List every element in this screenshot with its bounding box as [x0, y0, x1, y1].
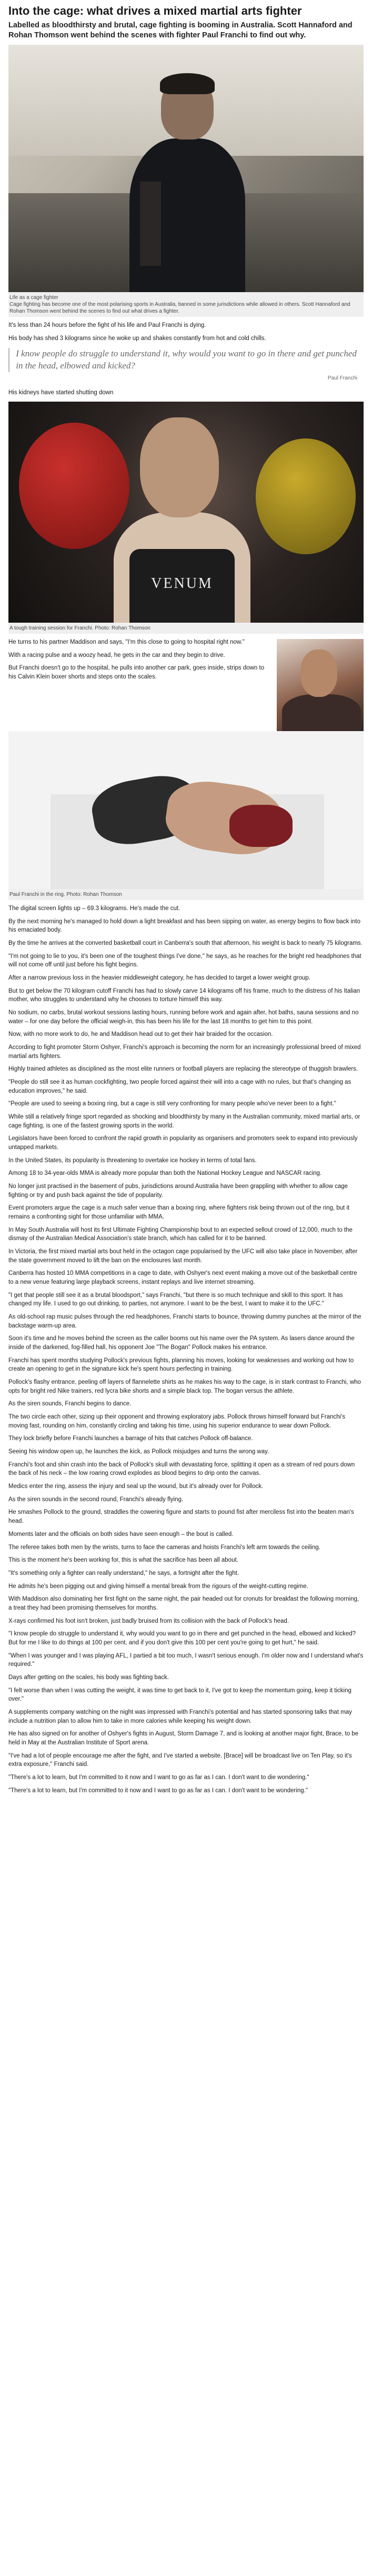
paragraph: Legislators have been forced to confront the rapid growth in popularity as organisers and promoters seek to expand into previously untapped markets. [8, 1135, 358, 1151]
paragraph: His kidneys have started shutting down [8, 390, 114, 396]
paragraph: Soon it's time and he moves behind the screen as the caller booms out his name over the PA system. As lasers dance around the inside of the darkened, fog-filled hall, his opponent Joe "The Bogan" Pollock makes his entrance. [8, 1335, 355, 1351]
pull-quote-attribution: Paul Franchi [327, 375, 357, 382]
pull-quote-text: I know people do struggle to understand it, why would you want to go in there and get punched in the head, elbowed and kicked? [16, 348, 357, 371]
pull-quote [8, 348, 364, 372]
paragraph: No sodium, no carbs, brutal workout sessions lasting hours, running before work and again after, hot baths, sauna sessions and no water – for one day before the official weigh-in, this has been his life for the last 18 months to get him to this point. [8, 1009, 359, 1025]
paragraph: He smashes Pollock to the ground, straddles the cowering figure and starts to pound fist after merciless fist into the beaten man's head. [8, 1509, 354, 1525]
paragraph: In May South Australia will host its first Ultimate Fighting Championship bout to an expected sellout crowd of 12,000, much to the dismay of the Australian Medical Association's state branch, which has called for it to be banned. [8, 1226, 353, 1242]
paragraph: The digital screen lights up – 69.3 kilograms. He's made the cut. [8, 905, 180, 912]
ring-figure [8, 731, 364, 900]
paragraph: Franchi's foot and shin crash into the back of Pollock's skull with devastating force, splitting it open as a stream of red pours down the back of his neck – the low roaring crowd explodes as blood begins to drip onto the canvas. [8, 1461, 355, 1477]
paragraph: It's less than 24 hours before the fight of his life and Paul Franchi is dying. [8, 322, 206, 328]
paragraph: According to fight promoter Storm Oshyer, Franchi's approach is becoming the norm for an increasingly professional breed of mixed martial arts fighters. [8, 1044, 361, 1060]
quote-bar [8, 348, 9, 372]
paragraph: "There's a lot to learn, but I'm committed to it now and I want to go as far as I can. I don't want to die wondering." [8, 1774, 309, 1781]
paragraph: "I felt worse than when I was cutting the weight, it was time to get back to it, I've got to keep the momentum going, keep it ticking over." [8, 1687, 351, 1703]
paragraph: As the siren sounds, Franchi begins to dance. [8, 1401, 132, 1407]
training-figure [8, 402, 364, 634]
hero-fighter-hair [160, 73, 215, 94]
paragraph: "I've had a lot of people encourage me after the fight, and I've started a website. [Brace] will be broadcast live on Ten Play, so it's extra exposure," Franchi said. [8, 1752, 352, 1768]
paragraph: The referee takes both men by the wrists, turns to face the cameras and hoists Franchi's left arm towards the ceiling. [8, 1544, 320, 1551]
paragraph: As old-school rap music pulses through the red headphones, Franchi starts to bounce, throwing dummy punches at the mirror of the backstage warm-up area. [8, 1314, 361, 1329]
yellow-pad [256, 438, 356, 554]
franchi-portrait [277, 639, 364, 731]
paragraph: Now, with no more work to do, he and Maddison head out to get their hair braided for the occasion. [8, 1031, 273, 1038]
paragraph: By the time he arrives at the converted basketball court in Canberra's south that afternoon, his weight is back to nearly 75 kilograms. [8, 940, 363, 946]
paragraph: With a racing pulse and a woozy head, he gets in the car and they begin to drive. [8, 652, 225, 658]
paragraph: They lock briefly before Franchi launches a barrage of hits that catches Pollock off-balance. [8, 1435, 253, 1442]
training-fighter-face [140, 417, 219, 517]
hero-video[interactable] [8, 45, 364, 317]
ring-caption: Paul Franchi in the ring. Photo: Rohan Thomson [8, 889, 364, 900]
paragraph: This is the moment he's been working for, this is what the sacrifice has been all about. [8, 1557, 238, 1564]
ring-fighter-shorts [229, 805, 293, 847]
training-caption: A tough training session for Franchi. Photo: Rohan Thomson [8, 623, 364, 634]
hero-image[interactable] [8, 45, 364, 292]
paragraph: "I know people do struggle to understand it, why would you want to go in there and get punched in the head, elbowed and kicked? But for me I like to do things at 100 per cent, and if you don't give this 100 per cent you're going to get hurt," he said. [8, 1631, 356, 1646]
paragraph: "People are used to seeing a boxing ring, but a cage is still very confronting for many people who've never been to a fight." [8, 1101, 336, 1107]
portrait-face [300, 650, 337, 697]
paragraph: As the siren sounds in the second round, Franchi's already flying. [8, 1496, 184, 1503]
paragraph: Event promoters argue the cage is a much safer venue than a boxing ring, where fighters risk being thrown out of the ring, but it remains a confronting sight for those unfamiliar with MMA. [8, 1205, 350, 1221]
hospital-text [8, 638, 270, 686]
paragraph: "When I was younger and I was playing AFL, I partied a bit too much, I wasn't serious enough. I'm older now and I understand what's required." [8, 1652, 364, 1668]
paragraph: "I'm not going to lie to you, it's been one of the toughest things I've done," he says, as he reaches for the bright red headphones that will not come off until just before his fight begins. [8, 953, 361, 969]
paragraph: Canberra has hosted 10 MMA competitions in a cage to date, with Oshyer's next event making a move out of the basketball centre to a new venue featuring large playback screens, instant replays and live internet streaming. [8, 1270, 357, 1286]
hospital-section [8, 638, 364, 731]
paragraph: The two circle each other, sizing up their opponent and throwing exploratory jabs. Pollock throws himself forward but Franchi's moving fast, rounding on him, constantly circling and taking his time, using his superior endurance to wear down Pollock. [8, 1414, 346, 1429]
red-glove [19, 423, 129, 549]
paragraph: Franchi has spent months studying Pollock's previous fights, planning his moves, looking for weaknesses and working out how to create an opening to get in the signature kick he's spent hours perfecting in training. [8, 1357, 354, 1373]
paragraph: But Franchi doesn't go to the hospital, he pulls into another car park, goes inside, strips down to his Calvin Klein boxer shorts and steps onto the scales. [8, 665, 265, 680]
paragraph: Among 18 to 34-year-olds MMA is already more popular than both the National Hockey League and NASCAR racing. [8, 1170, 322, 1177]
hero-caption-text: Cage fighting has become one of the most polarising sports in Australia, banned in some jurisdictions while allowed in others. Scott Hannaford and Rohan Thomson went behind the scenes to find out what drives a fighter. [9, 301, 350, 314]
hero-fighter [129, 76, 245, 292]
paragraph: Seeing his window open up, he launches the kick, as Pollock misjudges and turns the wrong way. [8, 1449, 269, 1455]
paragraph: "People do still see it as human cockfighting, two people forced against their will into a cage with no rules, but that's changing as education improves," he said. [8, 1079, 351, 1094]
paragraph: In Victoria, the first mixed martial arts bout held in the octagon cage popularised by the UFC will also take place in November, after the state government moved to lift the ban on the enclosures last month. [8, 1249, 358, 1264]
paragraph: His body has shed 3 kilograms since he woke up and shakes constantly from hot and cold chills. [8, 335, 266, 342]
article-body [8, 904, 364, 1795]
paragraph: A supplements company watching on the night was impressed with Franchi's potential and has started sponsoring talks that may include a nutrition plan to allow him to take in more calories while keeping his weight down. [8, 1709, 352, 1724]
paragraph: With Maddison also dominating her first fight on the same night, the pair headed out for cronuts for breakfast the following morning, a treat they had been promising themselves for months. [8, 1596, 359, 1611]
paragraph: While still a relatively fringe sport regarded as shocking and bloodthirsty by many in the Australian community, mixed martial arts, or cage fighting, is one of the fastest growing sports in the world. [8, 1113, 360, 1129]
paragraph: After a narrow previous loss in the heavier middleweight category, he has decided to target a lower weight group. [8, 974, 310, 981]
paragraph: X-rays confirmed his foot isn't broken, just badly bruised from its collision with the back of Pollock's head. [8, 1618, 289, 1624]
paragraph: Days after getting on the scales, his body was fighting back. [8, 1674, 169, 1681]
shirt-logo: VENUM [151, 575, 213, 592]
paragraph: But to get below the 70 kilogram cutoff Franchi has had to slowly carve 14 kilograms off his frame, much to the distress of his Italian mother, who struggles to understand why he chooses to torture himself this way. [8, 987, 360, 1003]
paragraph: He admits he's been pigging out and giving himself a mental break from the rigours of the weight-cutting regime. [8, 1583, 308, 1590]
paragraph: By the next morning he's managed to hold down a light breakfast and has been sipping on water, as energy begins to flow back into his emaciated body. [8, 918, 360, 934]
paragraph: He has also signed on for another of Oshyer's fights in August, Storm Damage 7, and is looking at another major fight, Brace, to be held in May at the Australian Institute of Sport arena. [8, 1731, 359, 1746]
paragraph: He turns to his partner Maddison and says, "I'm this close to going to hospital right now." [8, 638, 245, 645]
training-image [8, 402, 364, 623]
headline: Into the cage: what drives a mixed martial arts fighter [8, 4, 302, 17]
ring-image [8, 731, 364, 889]
paragraph: Highly trained athletes as disciplined as the most elite runners or football players are replacing the stereotype of thuggish brawlers. [8, 1066, 358, 1073]
paragraph: In the United States, its popularity is threatening to overtake ice hockey in terms of total fans. [8, 1157, 257, 1164]
portrait-shoulder [282, 694, 361, 731]
paragraph: "There's a lot to learn, but I'm committed to it now and I want to go as far as I can. I don't want to be wondering." [8, 1787, 308, 1794]
paragraph: Moments later and the officials on both sides have seen enough – the bout is called. [8, 1531, 234, 1537]
hero-caption-title: Life as a cage fighter [9, 294, 58, 301]
paragraph: Pollock's flashy entrance, peeling off layers of flannelette shirts as he makes his way to the cage, is in stark contrast to Franchi, who opts for bright red Nike trainers, red lycra bike shorts and a simple black top. The bogan versus the athlete. [8, 1379, 361, 1394]
standfirst: Labelled as bloodthirsty and brutal, cage fighting is booming in Australia. Scott Hannaford and Rohan Thomson went behind the scenes with fighter Paul Franchi to find out why. [8, 21, 353, 40]
paragraph: "I get that people still see it as a brutal bloodsport," says Franchi, "but there is so much technique and skill to this sport. It has changed my life. I used to go out drinking, to parties, not anymore. I want to be the best, I want to make it to the UFC." [8, 1292, 343, 1307]
hero-fighter-tattoo [140, 182, 161, 266]
hero-caption [8, 292, 364, 317]
paragraph: "It's something only a fighter can really understand," he says, a fortnight after the fight. [8, 1570, 239, 1576]
paragraph: Medics enter the ring, assess the injury and seal up the wound, but it's already over for Pollock. [8, 1483, 264, 1490]
paragraph: No longer just practised in the basement of pubs, jurisdictions around Australia have been grappling with whether to allow cage fighting or try and push back against the tide of popularity. [8, 1183, 348, 1199]
